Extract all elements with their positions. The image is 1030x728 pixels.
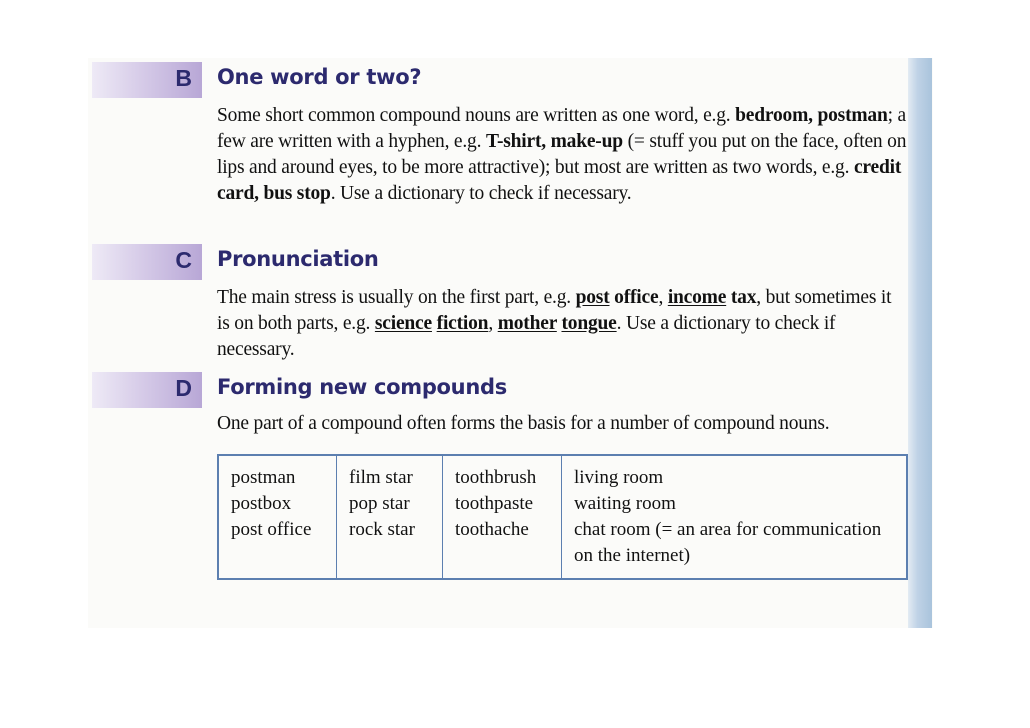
- section-d-heading: Forming new compounds: [217, 375, 507, 399]
- table-cell: waiting room: [574, 493, 676, 514]
- stressed-syllable: tongue: [561, 313, 617, 334]
- section-c-heading: Pronunciation: [217, 247, 379, 271]
- stressed-syllable: science: [374, 313, 432, 334]
- table-cell: toothbrush: [455, 467, 537, 488]
- section-d-letter: D: [175, 375, 192, 401]
- table-column-star: [337, 455, 443, 579]
- stressed-syllable: income: [667, 287, 727, 308]
- example-bold: bedroom, postman: [735, 105, 888, 126]
- table-cell: postbox: [231, 493, 292, 514]
- section-b-heading: One word or two?: [217, 65, 422, 89]
- page-edge-shadow: [908, 58, 932, 628]
- stressed-syllable: fiction: [436, 313, 489, 334]
- section-c-letter: C: [175, 247, 192, 273]
- section-b-letter: B: [175, 65, 192, 91]
- section-c-marker: [92, 244, 202, 280]
- table-column-post: [218, 455, 337, 579]
- bleed-through-text: [760, 62, 900, 102]
- section-b-paragraph: Some short common compound nouns are written as one word, e.g. bedroom, postman; a few are written with a hyphen, e.g. T-shirt, make-up (= stuff you put on the face, often on lips and around eyes, to be more attractive); but most are written as two words, e.g. credit card, bus stop. Use a dictionary to check if necessary.: [217, 105, 907, 204]
- table-cell: living room: [574, 467, 664, 488]
- table-cell: film star: [349, 467, 413, 488]
- compound-nouns-table: [217, 454, 908, 580]
- example-bold: T-shirt, make-up: [485, 131, 623, 152]
- table-cell: toothache: [455, 519, 529, 540]
- table-column-room: [562, 455, 908, 579]
- stressed-syllable: mother: [497, 313, 557, 334]
- stressed-syllable: post: [575, 287, 610, 308]
- example-bold: credit card, bus stop: [217, 157, 902, 204]
- table-cell: chat room (= an area for communication on the internet): [574, 519, 882, 566]
- section-d-intro: One part of a compound often forms the basis for a number of compound nouns.: [217, 413, 830, 434]
- table-cell: postman: [231, 467, 296, 488]
- section-d-marker: [92, 372, 202, 408]
- table-cell: rock star: [349, 519, 415, 540]
- section-b-marker: [92, 62, 202, 98]
- table-cell: pop star: [349, 493, 410, 514]
- table-cell: toothpaste: [455, 493, 534, 514]
- table-cell: post office: [231, 519, 312, 540]
- table-column-tooth: [443, 455, 562, 579]
- section-c-paragraph: The main stress is usually on the first part, e.g. post office, income tax, but sometimes it is on both parts, e.g. science fiction, mother tongue. Use a dictionary to check if necessary.: [217, 287, 892, 360]
